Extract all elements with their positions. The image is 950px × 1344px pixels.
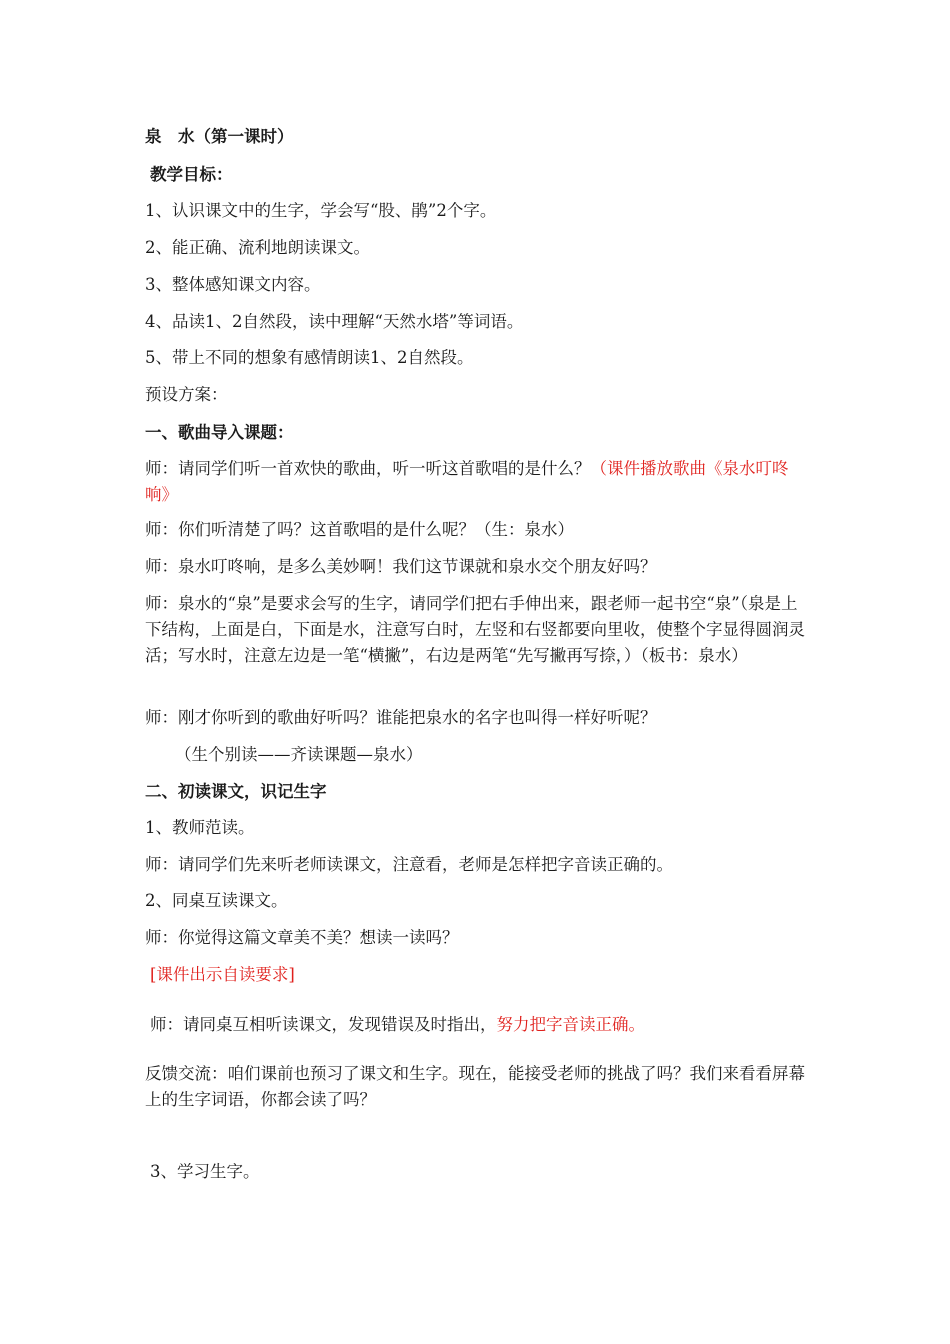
paragraph-text: 师：请同桌互相听读课文，发现错误及时指出， [150,1015,497,1034]
paragraph [150,1012,645,1038]
highlight-note: 努力把字音读正确。 [496,1015,645,1034]
paragraph: 师：你觉得这篇文章美不美？想读一读吗？ [145,928,459,947]
highlight-note: [课件出示自读要求] [150,965,295,984]
paragraph: 师：刚才你听到的歌曲好听吗？谁能把泉水的名字也叫得一样好听呢？ [145,708,657,727]
paragraph: 师：请同学们先来听老师读课文，注意看，老师是怎样把字音读正确的。 [145,855,673,874]
lesson-title: 泉 水（第一课时） [145,127,294,146]
objective-item: 4、品读1、2自然段，读中理解“天然水塔”等词语。 [145,312,524,331]
section-heading: 二、初读课文，识记生字 [145,782,327,801]
objective-item: 5、带上不同的想象有感情朗读1、2自然段。 [145,348,474,367]
objectives-heading: 教学目标： [150,165,233,184]
step-item: 2、同桌互读课文。 [145,891,288,910]
objective-item: 2、能正确、流利地朗读课文。 [145,238,370,257]
objective-item: 1、认识课文中的生字，学会写“股、鹃”2个字。 [145,201,497,220]
highlight-note: （课件播放歌曲《泉水叮咚响》 [145,459,789,504]
paragraph: 师：你们听清楚了吗？这首歌唱的是什么呢？（生：泉水） [145,520,574,539]
paragraph: 反馈交流：咱们课前也预习了课文和生字。现在，能接受老师的挑战了吗？我们来看看屏幕上的生字词语，你都会读了吗？ [145,1064,805,1109]
paragraph: （生个别读——齐读课题—泉水） [175,745,423,764]
paragraph-text: 师：请同学们听一首欢快的歌曲，听一听这首歌唱的是什么？ [145,459,591,478]
paragraph: 师：泉水叮咚响，是多么美妙啊！我们这节课就和泉水交个朋友好吗？ [145,557,657,576]
objective-item: 3、整体感知课文内容。 [145,275,321,294]
paragraph: 师：泉水的“泉”是要求会写的生字，请同学们把右手伸出来，跟老师一起书空“泉”（泉是上下结构，上面是白，下面是水，注意写白时，左竖和右竖都要向里收，使整个字显得圆润灵活；写水时，注意左边是一笔“横撇”，右边是两笔“先写撇再写捺，）（板书：泉水） [145,594,805,665]
section-heading: 一、歌曲导入课题： [145,423,294,442]
step-item: 1、教师范读。 [145,818,255,837]
plan-label: 预设方案： [145,385,228,404]
paragraph [145,456,810,508]
step-item: 3、学习生字。 [150,1162,260,1181]
